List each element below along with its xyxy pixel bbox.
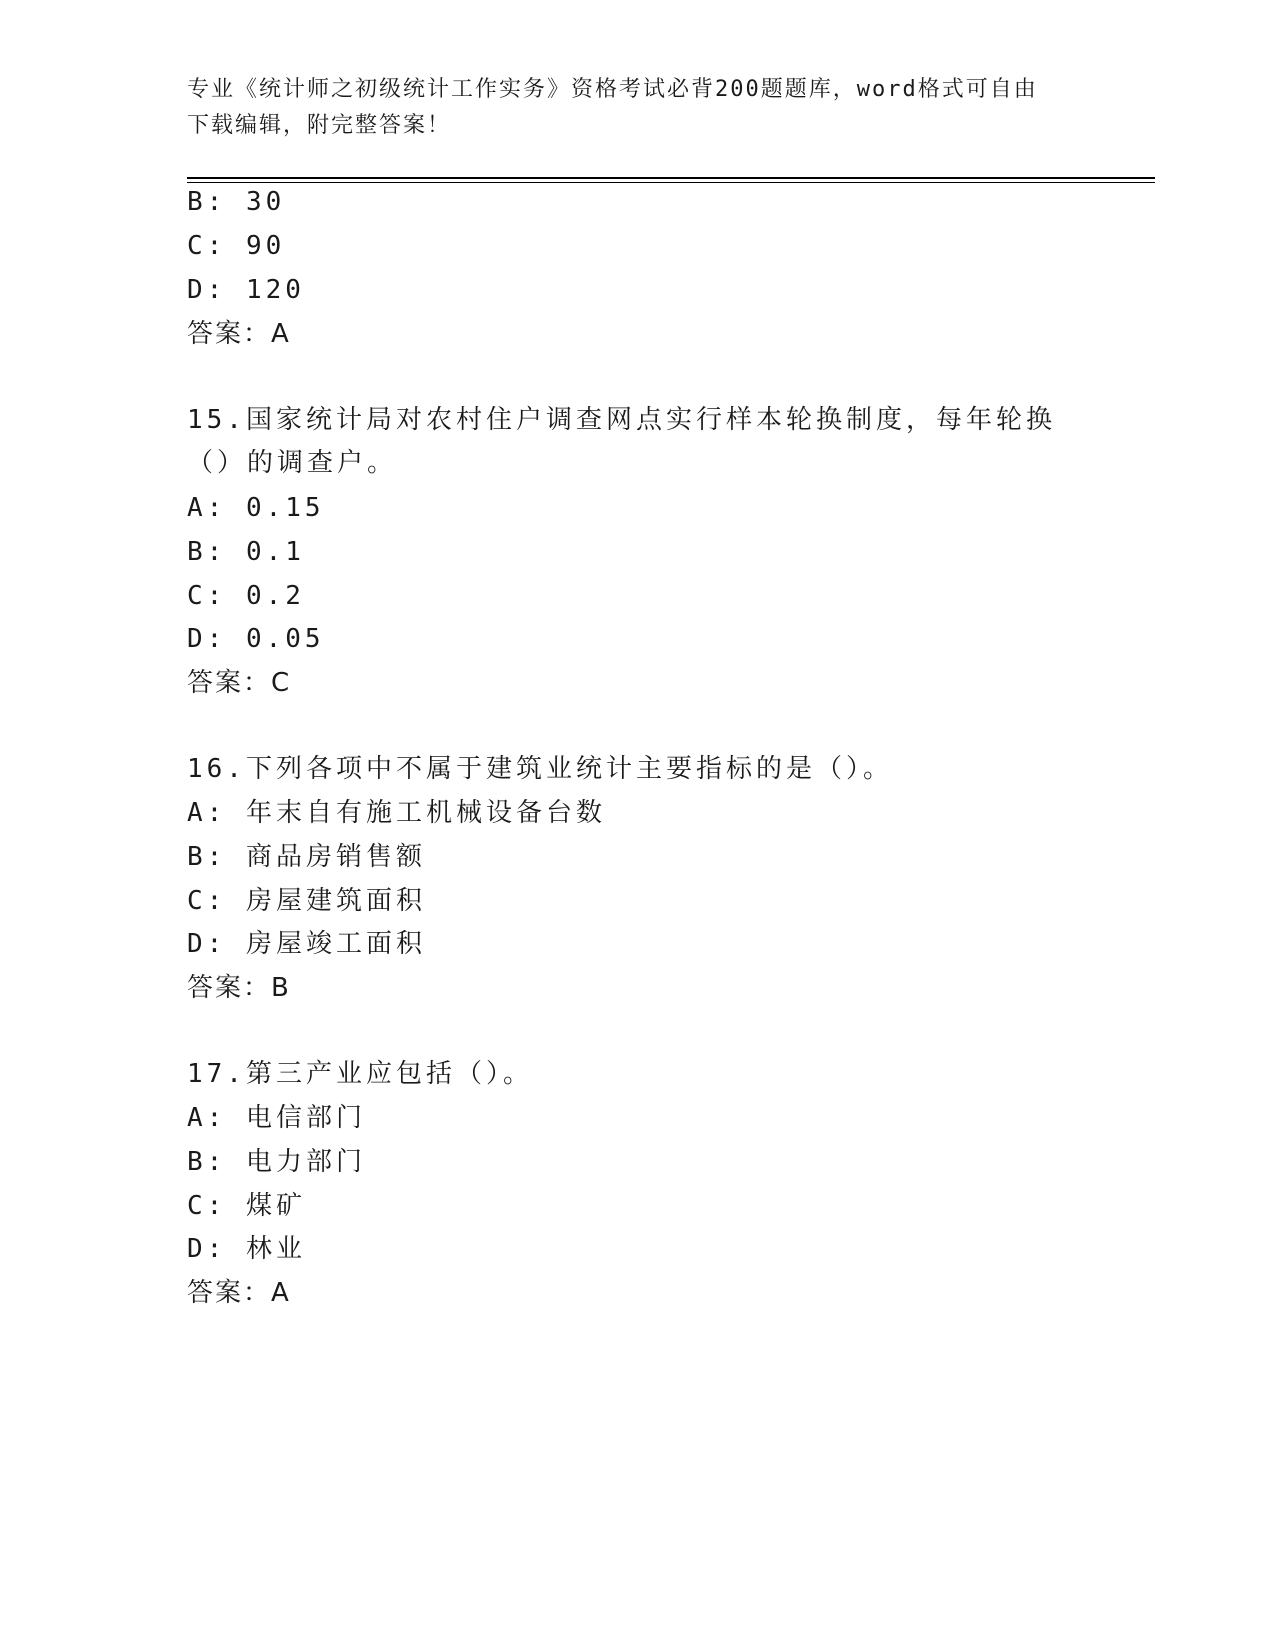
q16-option-c: C: 房屋建筑面积 bbox=[187, 886, 426, 916]
q14-option-c: C: 90 bbox=[187, 231, 286, 261]
q15-stem: 15.国家统计局对农村住户调查网点实行样本轮换制度，每年轮换（）的调查户。 bbox=[187, 405, 1056, 478]
q15-option-c: C: 0.2 bbox=[187, 581, 305, 611]
q16-answer: 答案：B bbox=[187, 973, 291, 1003]
q16-option-d: D: 房屋竣工面积 bbox=[187, 929, 426, 959]
header-divider-thick bbox=[187, 177, 1155, 179]
q16-stem: 16.下列各项中不属于建筑业统计主要指标的是（）。 bbox=[187, 754, 893, 784]
q14-option-b: B: 30 bbox=[187, 187, 286, 217]
q17-option-d: D: 林业 bbox=[187, 1234, 306, 1264]
q17-answer: 答案：A bbox=[187, 1278, 291, 1308]
q17-stem: 17.第三产业应包括（）。 bbox=[187, 1059, 533, 1089]
q17-option-b: B: 电力部门 bbox=[187, 1147, 366, 1177]
q17-option-c: C: 煤矿 bbox=[187, 1191, 306, 1221]
header-line-1: 专业《统计师之初级统计工作实务》资格考试必背200题题库，word格式可自由 bbox=[187, 77, 1038, 102]
q15-option-a: A: 0.15 bbox=[187, 493, 325, 523]
q14-option-d: D: 120 bbox=[187, 275, 305, 305]
header-divider-thin bbox=[187, 182, 1155, 183]
q15-answer: 答案：C bbox=[187, 668, 292, 698]
q15-option-d: D: 0.05 bbox=[187, 624, 325, 654]
q14-answer: 答案：A bbox=[187, 319, 291, 349]
q16-option-a: A: 年末自有施工机械设备台数 bbox=[187, 798, 606, 828]
q17-option-a: A: 电信部门 bbox=[187, 1103, 366, 1133]
header-line-2: 下载编辑，附完整答案！ bbox=[187, 113, 452, 138]
q15-option-b: B: 0.1 bbox=[187, 537, 305, 567]
document-header bbox=[187, 72, 1087, 144]
q16-option-b: B: 商品房销售额 bbox=[187, 842, 426, 872]
